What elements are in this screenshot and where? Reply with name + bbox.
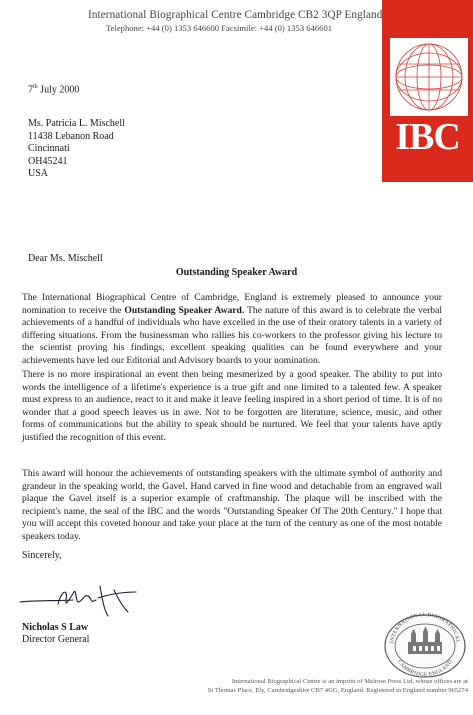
body-paragraph-3: This award will honour the achievements of outstanding speakers with the ultimate symbol of authority and grandeur in the speaking world, the Gavel. Hand carved in fine wood and detachable from an engraved wall plaque the Gavel itself is a superior example of craftmanship. The plaque will be inscribed with the recipient's name, the seal of the IBC and the words "Outstanding Speaker Of The 20th Century." I hope that you will accept this coveted honour and take your place at the turn of the century as one of the most notable speakers today. — [22, 468, 442, 542]
globe-logo-icon — [390, 38, 468, 116]
ibc-seal-icon — [383, 610, 467, 683]
recipient-country: USA — [28, 168, 49, 180]
body-paragraph-2: There is no more inspirational an event then being mesmerized by a good speaker. The ability to put into words the intelligence of a lifetime's experience is a true gift and one limited to a talented few. A speaker must express to an audience, react to it and make it leave feeling inspired in a short period of time. It is of no wonder that a good speech leaves us in awe. Not to be forgotten are literature, science, music, and other forms of communications but the ability to speak should be nurtured. We feel that your talents have aptly justified the recognition of this event. — [22, 369, 442, 443]
salutation: Dear Ms. Mischell — [28, 253, 103, 264]
recipient-address — [28, 118, 125, 181]
ibc-logo-text: IBC — [395, 116, 460, 158]
letterhead-organization: International Biographical Centre Cambridge CB2 3QP England — [88, 9, 383, 21]
closing: Sincerely, — [22, 550, 62, 561]
signer-title: Director General — [22, 634, 90, 645]
footer-line-2: St Thomas Place, Ely, Cambridgeshire CB7 4GG, England. Registered in England number 965274 — [207, 687, 468, 694]
seal-bottom-text: CAMBRIDGE ENGLAND — [396, 658, 454, 678]
recipient-street: 11438 Lebanon Road — [28, 130, 114, 142]
recipient-city: Cincinnati — [28, 143, 70, 155]
seal-top-text: INTERNATIONAL BIOGRAPHICAL — [389, 611, 461, 644]
letter-date — [28, 84, 79, 95]
seal-graphic — [383, 610, 467, 678]
signature-icon — [18, 580, 158, 620]
recipient-name: Ms. Patricia L. Mischell — [28, 118, 125, 129]
p1-text-start: The International Biographical Centre of Cambridge, England is extremely pleased to announce your nomination to receive the — [22, 292, 442, 316]
globe-icon — [390, 38, 468, 116]
date-suffix: th — [33, 84, 38, 90]
recipient-state-zip: OH45241 — [28, 155, 68, 167]
date-rest: July 2000 — [37, 84, 80, 96]
footer-line-1: International Biographical Centre is an imprint of Melrose Press Ltd, whose offices are at — [231, 678, 468, 685]
award-name-bold: Outstanding Speaker Award. — [124, 304, 245, 316]
footer-legal — [150, 677, 468, 695]
p1-text-end: The nature of this award is to celebrate the verbal achievements of a handful of individuals who have excelled in the use of their oratory talents in a variety of differing situations. From the businessman who rallies his co-workers to the professor giving his lecture to the scientist proving his findings, excellent speaking qualities can be found everywhere and your achievements have led our Editorial and Advisory boards to your nomination. — [22, 304, 442, 366]
letterhead-contact: Telephone: +44 (0) 1353 646600 Facsimile: +44 (0) 1353 646601 — [106, 23, 333, 33]
signer-name: Nicholas S Law — [22, 622, 89, 633]
body-paragraph-1 — [22, 292, 442, 368]
date-day: 7 — [28, 84, 33, 96]
subject-heading: Outstanding Speaker Award — [175, 267, 298, 278]
